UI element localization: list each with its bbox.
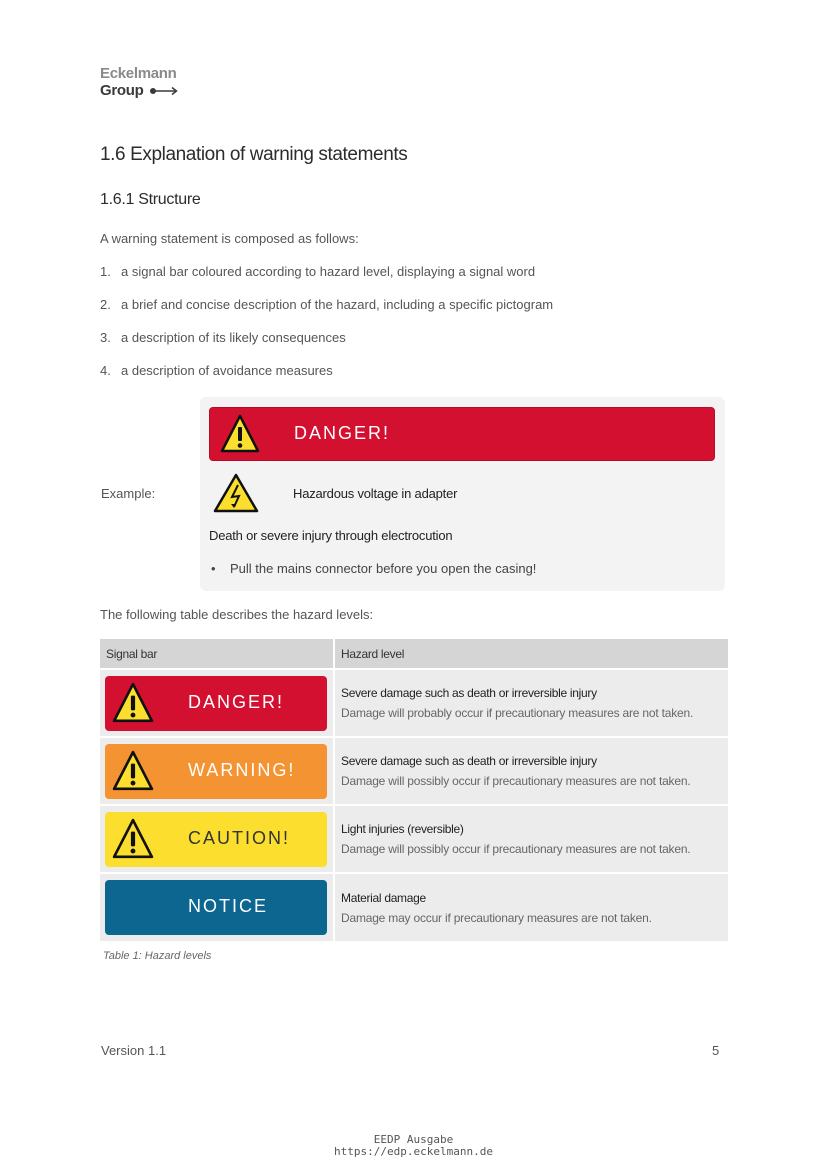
hazard-level-description: Damage may occur if precautionary measures are not taken. (341, 910, 652, 925)
notice-signal-bar (105, 880, 327, 935)
company-logo (100, 66, 179, 99)
source-label: EEDP Ausgabe (373, 1133, 454, 1146)
logo-wordmark-bottom (100, 82, 179, 99)
signal-bar-cell (100, 737, 334, 805)
table-row (100, 873, 728, 941)
example-consequence-text: Death or severe injury through electrocution (209, 528, 453, 543)
source-footer (0, 1134, 827, 1158)
bullet: • (211, 561, 216, 576)
signal-word: DANGER! (188, 691, 285, 712)
column-header-signal-bar: Signal bar (100, 639, 334, 669)
danger-signal-bar (105, 676, 327, 731)
hazard-levels-table (100, 639, 728, 941)
list-text: a signal bar coloured according to hazard level, displaying a signal word (121, 264, 536, 279)
logo-wordmark-group: Group (100, 82, 144, 99)
table-row (100, 737, 728, 805)
intro-paragraph: A warning statement is composed as follows: (100, 231, 359, 246)
example-danger-signal-bar (209, 407, 715, 461)
hazard-level-title: Material damage (341, 890, 426, 905)
hazard-level-cell (334, 669, 728, 737)
table-caption: Table 1: Hazard levels (103, 950, 212, 962)
page-number: 5 (712, 1043, 720, 1058)
example-hazard-text: Hazardous voltage in adapter (293, 486, 458, 501)
source-url: https://edp.eckelmann.de (334, 1145, 493, 1158)
list-item (100, 363, 553, 396)
table-intro: The following table describes the hazard levels: (100, 607, 374, 622)
warning-signal-bar (105, 744, 327, 799)
signal-word: CAUTION! (188, 827, 291, 848)
structure-list (100, 264, 553, 396)
list-text: a description of avoidance measures (121, 363, 333, 378)
hazard-level-title: Light injuries (reversible) (341, 822, 464, 836)
list-item (100, 330, 553, 363)
hazard-level-description: Damage will possibly occur if precautionary measures are not taken. (341, 774, 691, 788)
signal-bar-cell (100, 873, 334, 941)
list-number: 4. (100, 363, 111, 378)
example-warning-box (200, 397, 725, 591)
hazard-level-title: Severe damage such as death or irreversible injury (341, 686, 597, 700)
subsection-heading: 1.6.1 Structure (100, 191, 201, 208)
hazard-level-description: Damage will possibly occur if precautionary measures are not taken. (341, 842, 691, 856)
signal-word: WARNING! (188, 759, 296, 780)
list-number: 3. (100, 330, 111, 345)
column-header-hazard-level: Hazard level (334, 639, 728, 669)
caution-signal-bar (105, 812, 327, 867)
hazard-level-cell (334, 737, 728, 805)
footer-version: Version 1.1 (101, 1043, 167, 1058)
list-text: a brief and concise description of the hazard, including a specific pictogram (121, 297, 554, 312)
list-number: 2. (100, 297, 111, 312)
signal-word: NOTICE (188, 896, 269, 916)
hazard-level-description: Damage will probably occur if precautionary measures are not taken. (341, 706, 694, 720)
example-signal-word: DANGER! (294, 423, 391, 443)
list-item (100, 264, 553, 297)
logo-arrow-icon (149, 86, 179, 96)
list-text: a description of its likely consequences (121, 330, 346, 345)
hazard-level-cell (334, 873, 728, 941)
logo-wordmark-top: Eckelmann (100, 65, 177, 82)
signal-bar-cell (100, 669, 334, 737)
warning-triangle-icon (112, 682, 154, 724)
list-item (100, 297, 553, 330)
warning-triangle-icon (112, 818, 154, 860)
electrical-hazard-icon (213, 473, 259, 513)
hazard-level-cell (334, 805, 728, 873)
warning-triangle-icon (220, 414, 260, 454)
table-header-row (100, 639, 728, 669)
hazard-level-title: Severe damage such as death or irreversible injury (341, 754, 597, 768)
table-row (100, 805, 728, 873)
example-label: Example: (101, 486, 156, 501)
section-heading: 1.6 Explanation of warning statements (100, 144, 408, 165)
example-measure-item (211, 561, 536, 576)
warning-triangle-icon (112, 750, 154, 792)
example-measure-text: Pull the mains connector before you open the casing! (230, 561, 537, 576)
list-number: 1. (100, 264, 111, 279)
signal-bar-cell (100, 805, 334, 873)
table-row (100, 669, 728, 737)
